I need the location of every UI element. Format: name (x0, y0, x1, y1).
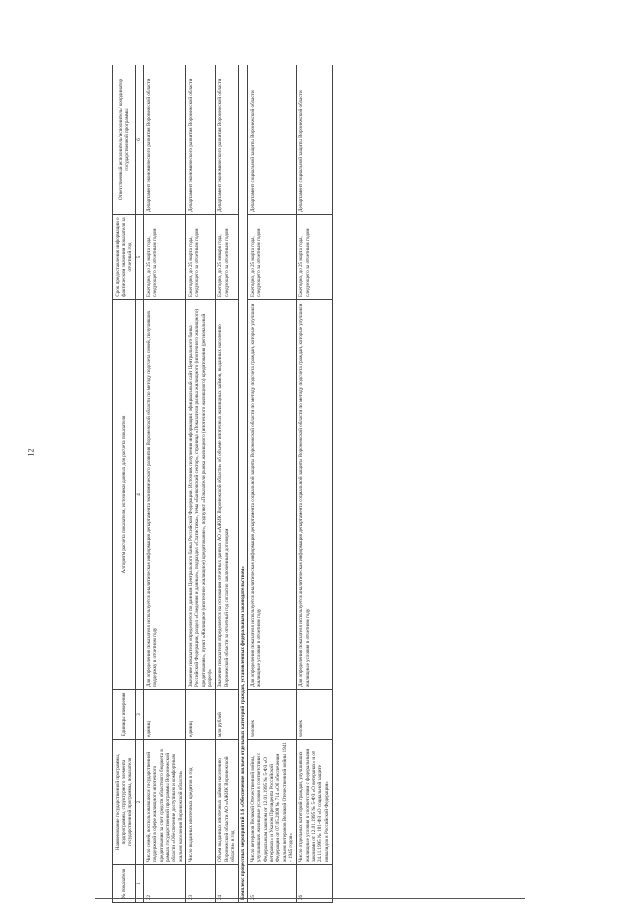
header-cell: № показателя (113, 865, 136, 903)
deadline: Ежегодно, до 25 марта года, следующего за отчетным годом (296, 215, 332, 300)
row-number: 23 (186, 865, 215, 903)
unit: единиц (144, 690, 186, 740)
column-number: 3 (136, 690, 144, 740)
unit: человек (296, 690, 332, 740)
section-title: Комплекс процессных мероприятий 1.6 «Обеспечение жильем отдельных категорий граждан, установленных федеральным законодательством» (239, 65, 248, 903)
unit: человек (248, 690, 297, 740)
unit: единиц (186, 690, 215, 740)
page-number: 12 (26, 448, 36, 457)
indicator-name: Число выданных ипотечных кредитов в год (186, 740, 215, 865)
column-number-row (136, 65, 144, 903)
header-cell: Единицы измерения (113, 690, 136, 740)
indicator-name: Число отдельных категорий граждан, улучшивших жилищные условия в соответствии с федеральными законами от 12.01.1995 № 5-ФЗ «О ветеранах» и от 24.11.1995 № 181-ФЗ «О социальной защите инвалидов в Российской Федерации» (296, 740, 332, 865)
deadline: Ежегодно, до 25 января года, следующего за отчетным годом (215, 215, 238, 300)
indicator-name: Объем выданных ипотечных займов населению Воронежской области АО «АЖИК Воронежской области» в год (215, 740, 238, 865)
table-row (248, 65, 297, 903)
table-row (296, 65, 332, 903)
column-number: 1 (136, 865, 144, 903)
row-number: 22 (144, 865, 186, 903)
table-row (215, 65, 238, 903)
responsible: Департамент экономического развития Воронежской области (186, 65, 215, 215)
algorithm: Для определения показателя используется аналитическая информация департамента социальной защиты Воронежской области по методу подсчета граждан, которые улучшили жилищные условия в отчетном году (296, 300, 332, 690)
table-row (144, 65, 186, 903)
header-cell: Наименование государственной программы, подпрограммы, структурного элемента государственной программы, показателя (113, 740, 136, 865)
algorithm: Значение показателя определяется по данным Центрального банка Российской Федерации. Источник получения информации: официальный сайт Центрального банка Российской Федерации, раздел «Сведения и данные», подраздел «Статистика», тема «Банковский сектор», страница «Показатели рынка жилищного (ипотечного жилищного) кредитования», пункт «Жилищное (ипотечное жилищное) кредитование», подпункт «Показатели рынка жилищного (ипотечного жилищного) кредитования (региональный разрез)» (186, 300, 215, 690)
responsible: Департамент социальной защиты Воронежской области (248, 65, 297, 215)
algorithm: Для определения показателя используется аналитическая информация департамента экономического развития Воронежской области по методу подсчета семей, получивших поддержку в отчетном году (144, 300, 186, 690)
algorithm: Значение показателя определяется на основании отчетных данных АО «АЖИК Воронежской области» об объеме ипотечных жилищных займов, выданных населению Воронежской области за отчетный год согласно заключенным договорам (215, 300, 238, 690)
header-cell: Ответственный исполнитель/исполнитель/ координатор государственной программы (113, 65, 136, 215)
column-number: 2 (136, 740, 144, 865)
column-number: 6 (136, 65, 144, 215)
section-row (239, 65, 248, 903)
deadline: Ежегодно, до 25 марта года, следующего за отчетным годом (186, 215, 215, 300)
unit: млн рублей (215, 690, 238, 740)
deadline: Ежегодно, до 25 марта года, следующего за отчетным годом (248, 215, 297, 300)
algorithm: Для определения показателя используется аналитическая информация департамента социальной защиты Воронежской области по методу подсчета граждан, которые улучшили жилищные условия в отчетном году (248, 300, 297, 690)
deadline: Ежегодно, до 25 марта года, следующего за отчетным годом (144, 215, 186, 300)
header-cell: Алгоритм расчета показателя, источники данных для расчета показателя (113, 300, 136, 690)
page-bottom-rule (95, 898, 525, 899)
row-number: 25 (248, 865, 297, 903)
indicator-name: Число ветеранов Великой Отечественной войны, улучшивших жилищные условия в соответствии с Федеральным законом от 12.01.1995 № 5-ФЗ «О ветеранах» и Указом Президента Российской Федерации от 07.05.2008 № 714 «Об обеспечении жильем ветеранов Великой Отечественной войны 1941 - 1945 годов» (248, 740, 297, 865)
header-row (113, 65, 136, 903)
responsible: Департамент экономического развития Воронежской области (144, 65, 186, 215)
column-number: 4 (136, 300, 144, 690)
indicator-name: Число семей, воспользовавшихся государственной поддержкой в сфере жилищного ипотечного кредитования за счет средств областного бюджета в рамках государственной программы Воронежской области «Обеспечение доступным и комфортным жильем населения Воронежской области» (144, 740, 186, 865)
table-row (186, 65, 215, 903)
column-number: 5 (136, 215, 144, 300)
responsible: Департамент социальной защиты Воронежской области (296, 65, 332, 215)
row-number: 24 (215, 865, 238, 903)
responsible: Департамент экономического развития Воронежской области (215, 65, 238, 215)
header-cell: Срок предоставления информации о фактическом значении показателя за отчетный год (113, 215, 136, 300)
indicators-table (112, 65, 333, 903)
row-number: 26 (296, 865, 332, 903)
rotated-table-area (112, 65, 520, 903)
